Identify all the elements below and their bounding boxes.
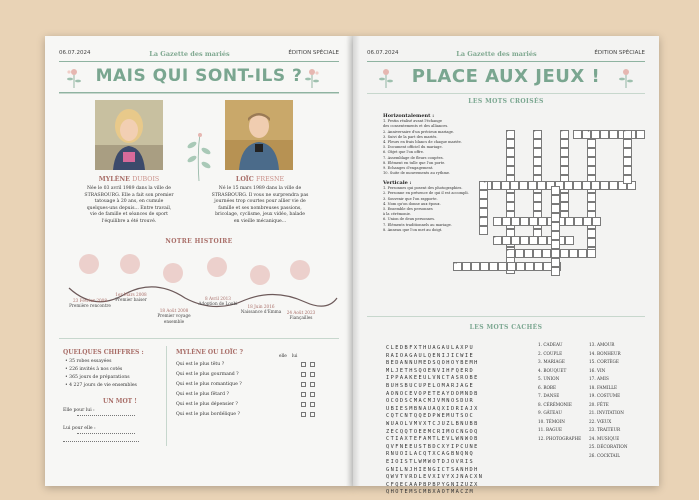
word-item: 5. UNION bbox=[538, 376, 560, 381]
quiz-col-lui: lui bbox=[291, 354, 298, 359]
left-header-rule bbox=[59, 61, 339, 62]
heart-pin-icon bbox=[79, 254, 99, 274]
mot-line bbox=[63, 441, 139, 442]
right-page bbox=[353, 36, 659, 496]
crossword-cell[interactable] bbox=[560, 193, 569, 202]
left-header bbox=[59, 50, 339, 58]
crossword-cell[interactable] bbox=[560, 202, 569, 211]
crossword-cell[interactable] bbox=[591, 181, 600, 190]
crossword-cell[interactable] bbox=[506, 139, 515, 148]
event-4 bbox=[197, 296, 239, 307]
wordsearch-row: QWVTVRDLEVXIVYXJNACXN bbox=[386, 474, 484, 481]
left-page bbox=[45, 36, 353, 486]
bride-bio-line: STRASBOURG. Elle a fait son premier bbox=[84, 192, 174, 198]
left-title: MAIS QUI SONT-ILS ? bbox=[95, 66, 303, 86]
quiz-row bbox=[176, 392, 331, 399]
crossword-cell[interactable] bbox=[582, 181, 591, 190]
wordsearch-row: GNILNJHIENGICTSANHDH bbox=[386, 466, 479, 473]
event-3 bbox=[153, 308, 195, 324]
wordsearch-grid[interactable] bbox=[386, 345, 483, 497]
groom-photo bbox=[225, 100, 293, 170]
quiz-col-elle: elle bbox=[279, 354, 287, 359]
wordsearch-row: CFQECAAPBPBPYGNIZUZX bbox=[386, 481, 479, 488]
quiz-row bbox=[176, 412, 331, 419]
vertical-divider bbox=[166, 346, 167, 446]
suitcase-icon bbox=[163, 263, 183, 283]
groom-bio-line: en vieille mécanique... bbox=[233, 218, 287, 224]
crossword-cell[interactable] bbox=[600, 130, 609, 139]
word-item: 6. ROBE bbox=[538, 384, 557, 390]
crossword-cell[interactable] bbox=[573, 181, 582, 190]
crossword-cell[interactable] bbox=[560, 249, 569, 258]
crossword-cell[interactable] bbox=[533, 202, 542, 211]
crossword-cell[interactable] bbox=[636, 130, 645, 139]
crossword-cell[interactable] bbox=[623, 157, 632, 166]
crossword-number: 1 bbox=[506, 130, 509, 134]
figures-title: QUELQUES CHIFFRES : bbox=[63, 349, 144, 356]
wordsearch-row: QVFNEEUSTBDCXYIPCUNE bbox=[386, 443, 479, 450]
clue: 3. Suivi de la part des mariés. bbox=[383, 134, 438, 139]
word-item: 1. CADEAU bbox=[538, 342, 563, 347]
crossword-cell[interactable] bbox=[560, 148, 569, 157]
event-5 bbox=[240, 304, 282, 315]
groom-bio-line: Né le 15 mars 1989 dans la ville de bbox=[218, 186, 302, 191]
quiz-check-elle[interactable] bbox=[301, 362, 306, 367]
quiz-check-elle[interactable] bbox=[301, 372, 306, 377]
crossword-number: 5 bbox=[623, 130, 626, 134]
wordsearch-row: CLEDBFXTHUAGAULAXPU bbox=[386, 345, 475, 351]
clue: 4. Fleurs en frais blancs de chaque mariée. bbox=[383, 140, 462, 145]
clue: 8. Elément en tulle que l'on porte. bbox=[383, 160, 446, 165]
clue: 4. Nom qu'on donne aux époux. bbox=[383, 201, 441, 206]
crossword-cell[interactable] bbox=[534, 262, 543, 271]
event-date: 24 Août 2023 bbox=[286, 310, 316, 315]
crossword-cell[interactable] bbox=[569, 249, 578, 258]
center-leaves-icon bbox=[180, 131, 218, 181]
crossword-number: 4 bbox=[587, 130, 590, 134]
groom-bio-line: famille et ses nombreuses passions, bbox=[218, 205, 302, 211]
groom-name bbox=[205, 176, 315, 183]
crossword-cell[interactable] bbox=[623, 139, 632, 148]
clue: des consentements et des alliances. bbox=[383, 124, 449, 129]
bride-first-name: MYLÈNE bbox=[98, 176, 130, 183]
flower-left-icon bbox=[65, 66, 83, 88]
bride-bio-line: tatouage à 20 ans, en cumule bbox=[94, 199, 164, 205]
figures-list bbox=[65, 358, 137, 390]
word-item: 3. MARIAGE bbox=[538, 359, 565, 364]
word-list-2 bbox=[589, 341, 628, 460]
crossword-cell[interactable] bbox=[551, 258, 560, 267]
mot-title: UN MOT ! bbox=[103, 398, 137, 405]
quiz-check-lui[interactable] bbox=[310, 412, 315, 417]
left-section-rule bbox=[59, 338, 339, 339]
clue: 8. Anneau que l'on met au doigt. bbox=[383, 227, 443, 232]
word-item: 23. TRAITEUR bbox=[589, 427, 621, 432]
clue: 9. Echanges d'engagement. bbox=[383, 166, 434, 171]
figure-item: • 226 invités à nos cotés bbox=[65, 367, 123, 372]
wordsearch-row: RAIOAGAULQENIJICWIE bbox=[386, 352, 475, 359]
word-item: 9. GÂTEAU bbox=[538, 410, 562, 415]
crossword-number: 7 bbox=[479, 217, 482, 221]
crossword-cell[interactable] bbox=[525, 262, 534, 271]
crossword-cell[interactable] bbox=[492, 181, 501, 190]
event-label: Premier voyage ensemble bbox=[157, 313, 191, 324]
event-label: Adoption de Loubi bbox=[198, 301, 238, 307]
wordsearch-row: BUHSBUCUPELOMARJAGE bbox=[386, 382, 475, 389]
word-item: 10. TÉMOIN bbox=[538, 418, 565, 424]
crossword-cell[interactable] bbox=[623, 148, 632, 157]
crossword-cell[interactable] bbox=[498, 262, 507, 271]
word-item: 18. FAMILLE bbox=[589, 384, 618, 390]
left-gazette-name: La Gazette des mariés bbox=[149, 50, 230, 58]
quiz-check-lui[interactable] bbox=[310, 392, 315, 397]
wordsearch-row: OCODSCMACMJVMNOSDUR bbox=[386, 398, 475, 405]
event-label: Premier baiser bbox=[115, 297, 147, 303]
left-title-rule bbox=[59, 93, 339, 94]
wordsearch-row: CTIAXTEFAMTLEVLWNWOB bbox=[386, 436, 479, 443]
mot-line bbox=[77, 415, 135, 416]
crossword-cell[interactable] bbox=[560, 166, 569, 175]
crossword-cell[interactable] bbox=[538, 236, 547, 245]
crossword-cell[interactable] bbox=[506, 148, 515, 157]
crossword-cell[interactable] bbox=[583, 217, 592, 226]
quiz-question: Qui est le plus dépensier ? bbox=[176, 402, 238, 407]
event-label: Naissance d'Emma bbox=[240, 309, 282, 315]
crossword-cell[interactable] bbox=[565, 217, 574, 226]
mot-lui: Lui pour elle : bbox=[63, 426, 96, 431]
crossword-cell[interactable] bbox=[533, 249, 542, 258]
crossword-cell[interactable] bbox=[480, 262, 489, 271]
word-item: 7. DANSE bbox=[538, 393, 560, 398]
quiz-check-elle[interactable] bbox=[301, 392, 306, 397]
crossword-cell[interactable] bbox=[506, 202, 515, 211]
crossword-cell[interactable] bbox=[516, 262, 525, 271]
word-item: 25. DÉCORATION bbox=[589, 444, 628, 449]
bride-name bbox=[74, 176, 184, 183]
crossword-cell[interactable] bbox=[592, 217, 601, 226]
crossword-cell[interactable] bbox=[587, 148, 596, 157]
word-item: 26. COCKTAIL bbox=[589, 452, 620, 458]
crossword-cell[interactable] bbox=[587, 238, 596, 247]
horizontal-title: Horizontalement : bbox=[383, 113, 435, 119]
quiz-question: Qui est le plus gourmand ? bbox=[176, 372, 239, 377]
quiz-row bbox=[176, 382, 331, 389]
word-item: 19. COSTUME bbox=[589, 393, 621, 398]
crossword-cell[interactable] bbox=[493, 217, 502, 226]
quiz-row bbox=[176, 402, 331, 409]
word-item: 16. VIN bbox=[589, 367, 606, 373]
event-6 bbox=[280, 310, 322, 321]
crossword-cell[interactable] bbox=[502, 236, 511, 245]
quiz-check-lui[interactable] bbox=[310, 402, 315, 407]
crossword-cell[interactable] bbox=[551, 240, 560, 249]
crossword-number: 6 bbox=[483, 181, 486, 185]
quiz-check-lui[interactable] bbox=[310, 372, 315, 377]
history-title: NOTRE HISTOIRE bbox=[165, 238, 233, 245]
quiz-check-elle[interactable] bbox=[301, 412, 306, 417]
quiz-title: MYLÈNE OU LOÏC ? bbox=[176, 349, 244, 356]
groom-first-name: LOÏC bbox=[235, 176, 254, 183]
figure-item: • 35 robes essayées bbox=[65, 359, 112, 364]
word-item: 21. INVITATION bbox=[589, 410, 624, 415]
wordsearch-row: IPPAAKEEULVNCTASROBE bbox=[386, 375, 479, 382]
quiz-check-lui[interactable] bbox=[310, 362, 315, 367]
crossword-cell[interactable] bbox=[528, 181, 537, 190]
quiz-check-elle[interactable] bbox=[301, 402, 306, 407]
bride-bio-line: Née le 03 avril 1989 dans la ville de bbox=[87, 186, 171, 191]
crossword-cell[interactable] bbox=[501, 181, 510, 190]
crossword-cell[interactable] bbox=[520, 217, 529, 226]
bride-photo bbox=[95, 100, 163, 170]
wordsearch-row: BEDANNUMEDSQOHOYBEMH bbox=[386, 360, 479, 367]
crossword-cell[interactable] bbox=[560, 139, 569, 148]
word-list-1 bbox=[538, 341, 581, 443]
crossword-cell[interactable] bbox=[591, 130, 600, 139]
crossword-cell[interactable] bbox=[533, 157, 542, 166]
crossword-number: 9 bbox=[506, 249, 509, 253]
wordsearch-row: UBIESMBNAUAQXIDRIAJX bbox=[386, 405, 479, 412]
wordsearch-row: CQTCNTQQEDPWEMUTSOC bbox=[386, 413, 475, 420]
clue: 2. Anniversaire d'un précieux mariage. bbox=[383, 129, 455, 134]
bride-last-name: DUBOIS bbox=[132, 176, 160, 183]
crossword-cell[interactable] bbox=[551, 195, 560, 204]
word-item: 2. COUPLE bbox=[538, 350, 563, 356]
mot-line bbox=[77, 433, 135, 434]
crossword-cell[interactable] bbox=[519, 181, 528, 190]
wordsearch-row: WUAOLVMVXTCJUZLBNUBB bbox=[386, 420, 479, 427]
crossword-cell[interactable] bbox=[623, 175, 632, 184]
bride-bio-line: l'équilibre a été trouvé. bbox=[101, 218, 157, 224]
vertical-title: Verticale : bbox=[383, 180, 412, 186]
quiz-row bbox=[176, 372, 331, 379]
crossword-cell[interactable] bbox=[489, 262, 498, 271]
left-edition: ÉDITION SPÉCIALE bbox=[288, 50, 339, 56]
crossword-cell[interactable] bbox=[551, 267, 560, 276]
crossword-cell[interactable] bbox=[524, 249, 533, 258]
event-date: 1er Mars 2008 bbox=[115, 292, 147, 297]
paw-icon bbox=[207, 257, 227, 277]
clue: 5. Document officiel du mariage. bbox=[383, 145, 443, 150]
clue: à la cérémonie. bbox=[383, 212, 412, 217]
word-item: 4. BOUQUET bbox=[538, 367, 567, 373]
event-date: 18 Août 2008 bbox=[159, 308, 189, 313]
clue: 6. Union de deux personnes. bbox=[383, 217, 436, 222]
crossword-cell[interactable] bbox=[506, 157, 515, 166]
crossword-cell[interactable] bbox=[565, 236, 574, 245]
pacifier-icon bbox=[250, 265, 270, 285]
figure-item: • 4 227 jours de vie ensembles bbox=[65, 383, 137, 388]
crossword-cell[interactable] bbox=[471, 262, 480, 271]
event-date: 18 Juin 2016 bbox=[247, 304, 275, 309]
crossword-cell[interactable] bbox=[560, 157, 569, 166]
crossword-cell[interactable] bbox=[551, 186, 560, 195]
crossword-cell[interactable] bbox=[587, 139, 596, 148]
word-item: 8. CÉRÉMONIE bbox=[538, 401, 572, 407]
crossword-cell[interactable] bbox=[578, 249, 587, 258]
wordsearch-row: AONOCEVOPETEAYDOMNDB bbox=[386, 390, 479, 397]
crossword-cell[interactable] bbox=[479, 199, 488, 208]
event-label: Fiançailles bbox=[289, 315, 313, 321]
quiz-check-lui[interactable] bbox=[310, 382, 315, 387]
figure-item: • 365 jours de préparations bbox=[65, 375, 130, 380]
quiz-question: Qui est le plus têtu ? bbox=[176, 362, 225, 367]
right-title: PLACE AUX JEUX ! bbox=[411, 66, 601, 87]
groom-last-name: FRESNE bbox=[255, 176, 285, 183]
word-item: 17. AMIS bbox=[589, 376, 609, 381]
flower-right-icon bbox=[303, 66, 321, 88]
event-date: 23 Février 2008 bbox=[73, 298, 107, 303]
kiss-lips-icon bbox=[120, 254, 140, 274]
crossword-number: 10 bbox=[453, 262, 458, 266]
crossword-cell[interactable] bbox=[542, 249, 551, 258]
crossword-cell[interactable] bbox=[582, 130, 591, 139]
crossword-cell[interactable] bbox=[609, 130, 618, 139]
crossword-cell[interactable] bbox=[587, 193, 596, 202]
right-date: 06.07.2024 bbox=[367, 50, 399, 56]
quiz-question: Qui est le plus bordélique ? bbox=[176, 412, 240, 417]
quiz-row bbox=[176, 362, 331, 369]
book-spine-shadow bbox=[346, 36, 360, 486]
right-section-rule bbox=[367, 316, 645, 317]
word-item: 11. BAGUE bbox=[538, 427, 563, 432]
bride-bio bbox=[73, 186, 185, 226]
crossword-cell[interactable] bbox=[609, 181, 618, 190]
crossword-cell[interactable] bbox=[551, 231, 560, 240]
crossword-cell[interactable] bbox=[538, 217, 547, 226]
crossword-cell[interactable] bbox=[587, 157, 596, 166]
crossword-title: LES MOTS CROISÉS bbox=[468, 98, 544, 105]
wordsearch-row: RNUOILACQTXCAGBNQNQ bbox=[386, 451, 475, 458]
crossword-cell[interactable] bbox=[537, 181, 546, 190]
crossword-cell[interactable] bbox=[564, 181, 573, 190]
crossword-cell[interactable] bbox=[506, 193, 515, 202]
wordsearch-row: ZECQQTOEEMCRIMOCNGOQ bbox=[386, 428, 479, 435]
crossword-number: 3 bbox=[560, 130, 563, 134]
crossword-cell[interactable] bbox=[533, 166, 542, 175]
crossword-grid[interactable] bbox=[353, 36, 659, 336]
groom-bio-line: STRASBOURG. Il vous ne surprendra pas bbox=[211, 192, 309, 198]
bride-bio-line: quelques-uns depuis... Entre travail, bbox=[86, 205, 172, 211]
crossword-cell[interactable] bbox=[587, 166, 596, 175]
mot-elle: Elle pour lui : bbox=[63, 408, 95, 413]
quiz-question: Qui est le plus romantique ? bbox=[176, 382, 242, 387]
event-label: Première rencontre bbox=[69, 303, 111, 309]
crossword-cell[interactable] bbox=[510, 181, 519, 190]
crossword-cell[interactable] bbox=[587, 229, 596, 238]
clue: 7. Eléments traditionnels au mariage. bbox=[383, 222, 452, 227]
word-item: 13. AMOUR bbox=[589, 342, 615, 347]
clue: 2. Personne en présence de qui il est accompli. bbox=[383, 191, 469, 196]
groom-bio-line: journées trop courtes pour allier vie de bbox=[214, 199, 306, 205]
word-item: 14. BONHEUR bbox=[589, 350, 621, 356]
crossword-cell[interactable] bbox=[623, 166, 632, 175]
crossword-cell[interactable] bbox=[520, 236, 529, 245]
crossword-cell[interactable] bbox=[507, 262, 516, 271]
wordsearch-row: QHOTEMSCMBXAOTMACZM bbox=[386, 489, 475, 496]
bride-bio-line: vie de famille et séances de sport bbox=[90, 212, 168, 218]
crossword-cell[interactable] bbox=[551, 204, 560, 213]
crossword-number: 2 bbox=[533, 130, 536, 134]
crossword-cell[interactable] bbox=[511, 236, 520, 245]
crossword-cell[interactable] bbox=[533, 148, 542, 157]
crossword-cell[interactable] bbox=[533, 139, 542, 148]
wordsearch-row: MLJETHSQOENVIHFQERD bbox=[386, 367, 475, 374]
groom-bio-line: bricolage, cyclisme, jeux vidéo, balade bbox=[215, 212, 305, 218]
event-2 bbox=[110, 292, 152, 303]
rings-icon bbox=[290, 260, 310, 280]
crossword-cell[interactable] bbox=[529, 217, 538, 226]
word-item: 15. CORTÈGE bbox=[589, 359, 619, 364]
crossword-cell[interactable] bbox=[462, 262, 471, 271]
crossword-cell[interactable] bbox=[587, 249, 596, 258]
quiz-question: Qui est le plus fêtard ? bbox=[176, 392, 229, 397]
word-item: 12. PHOTOGRAPHE bbox=[538, 435, 582, 441]
crossword-cell[interactable] bbox=[551, 213, 560, 222]
clue: 7. Assemblage de fleurs coupées. bbox=[383, 155, 444, 160]
event-date: 8 Avril 2013 bbox=[205, 296, 231, 301]
crossword-cell[interactable] bbox=[511, 217, 520, 226]
clue: 1. Festin réalisé avant l'échange bbox=[383, 119, 442, 124]
crossword-cell[interactable] bbox=[587, 202, 596, 211]
event-1 bbox=[69, 298, 111, 309]
clue: 1. Personnes qui posent des photographies. bbox=[383, 186, 463, 191]
wordsearch-row: EIOISTLWMWOTDJOVRIS bbox=[386, 458, 475, 465]
right-gazette-name: La Gazette des mariés bbox=[456, 50, 537, 58]
crossword-number: 8 bbox=[493, 236, 496, 240]
crossword-cell[interactable] bbox=[551, 249, 560, 258]
quiz-columns bbox=[279, 354, 319, 359]
crossword-cell[interactable] bbox=[479, 190, 488, 199]
crossword-cell[interactable] bbox=[600, 181, 609, 190]
right-edition: ÉDITION SPÉCIALE bbox=[594, 50, 645, 56]
crossword-cell[interactable] bbox=[574, 217, 583, 226]
crossword-cell[interactable] bbox=[479, 208, 488, 217]
crossword-cell[interactable] bbox=[502, 217, 511, 226]
crossword-cell[interactable] bbox=[533, 193, 542, 202]
crossword-cell[interactable] bbox=[529, 236, 538, 245]
clue: 3. Souvenir que l'on rapporte. bbox=[383, 196, 438, 201]
crossword-cell[interactable] bbox=[551, 222, 560, 231]
crossword-cell[interactable] bbox=[479, 226, 488, 235]
left-date: 06.07.2024 bbox=[59, 50, 91, 56]
word-item: 24. MUSIQUE bbox=[589, 435, 620, 441]
quiz-check-elle[interactable] bbox=[301, 382, 306, 387]
clue: 5. Ensemble des personnes bbox=[383, 207, 433, 212]
crossword-cell[interactable] bbox=[506, 166, 515, 175]
clue: 10. Suite de mouvements au rythme. bbox=[383, 171, 451, 176]
crossword-cell[interactable] bbox=[573, 130, 582, 139]
wordsearch-title: LES MOTS CACHÉS bbox=[469, 324, 543, 331]
groom-bio bbox=[204, 186, 316, 226]
crossword-cell[interactable] bbox=[515, 249, 524, 258]
clue: 6. Objet que l'on offre. bbox=[383, 150, 424, 155]
word-item: 20. FÊTE bbox=[589, 401, 609, 407]
word-item: 22. VŒUX bbox=[589, 418, 612, 424]
